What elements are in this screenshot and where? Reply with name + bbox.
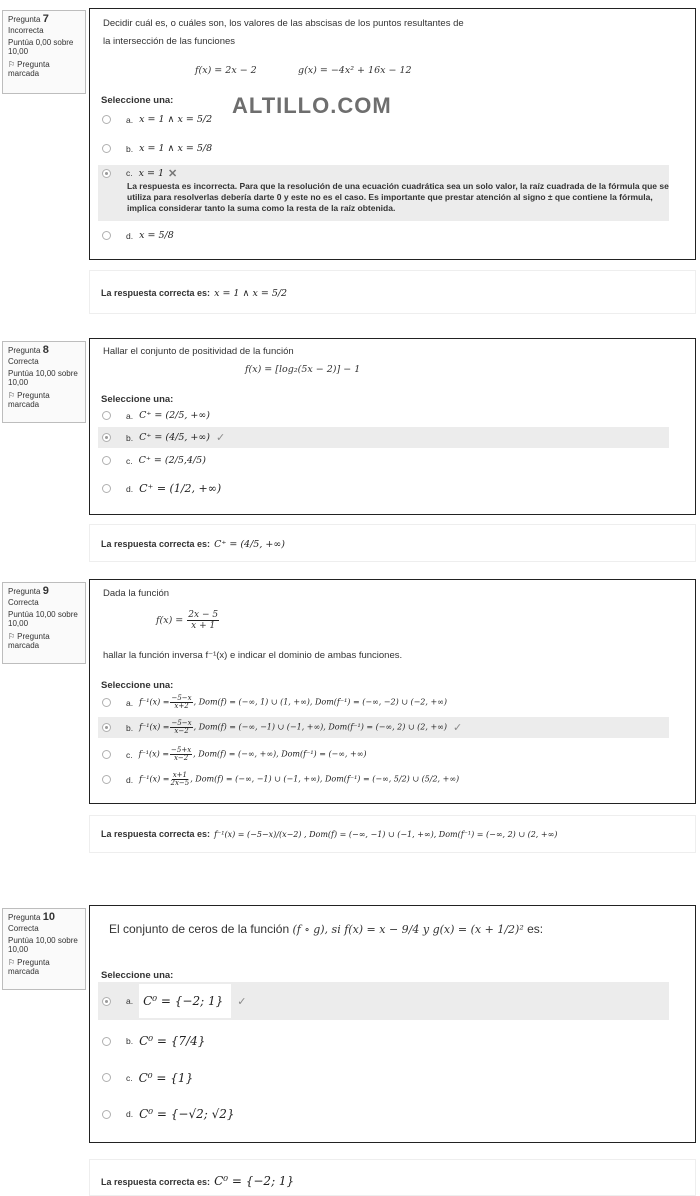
option-text: C⁺ = (4/5, +∞) <box>139 432 210 443</box>
answer-option-d[interactable] <box>98 478 669 499</box>
option-letter: d. <box>126 774 134 785</box>
right-answer-box <box>89 1159 696 1196</box>
answer-radio[interactable] <box>102 411 111 420</box>
question-text-line-1: Hallar el conjunto de positividad de la función <box>103 346 294 357</box>
answer-option-a[interactable] <box>98 405 669 426</box>
option-text: x = 1 <box>138 167 165 179</box>
answer-feedback: La respuesta es incorrecta. Para que la resolución de una ecuación cuadrática sea un solo valor, la raíz cuadrada de la fórmula que se utiliza para resolverlas debería darte 0 y este no es el caso. Es importante que prestar atención al signo ± que contiene la fórmula, implica considerar tanto la suma como la resta de la raíz obtenida. <box>98 181 669 221</box>
answer-option-c[interactable] <box>98 450 669 471</box>
question-grade: Puntúa 0,00 sobre 10,00 <box>8 38 74 56</box>
answer-radio[interactable] <box>102 1073 111 1082</box>
question-info <box>2 341 86 423</box>
answer-radio-selected[interactable] <box>102 433 111 442</box>
question-info <box>2 10 86 94</box>
option-text: C⁺ = (2/5,4/5) <box>138 455 206 466</box>
answer-radio-selected[interactable] <box>102 723 111 732</box>
flag-question-toggle[interactable]: ⚐ Pregunta marcada <box>8 60 50 78</box>
answer-radio[interactable] <box>102 484 111 493</box>
option-text: f⁻¹(x) = $\frac{-5-x}{x+2}$ , Dom(f) = (−∞, 1) ∪ (1, +∞), Dom(f⁻¹) = (−∞, −2) ∪ (−2, +∞) <box>139 694 447 710</box>
answer-radio[interactable] <box>102 698 111 707</box>
answer-radio[interactable] <box>102 231 111 240</box>
answer-option-d[interactable] <box>98 769 669 790</box>
question-content <box>89 338 696 515</box>
flag-question-toggle[interactable]: ⚐ Pregunta marcada <box>8 958 50 976</box>
right-answer-box <box>89 270 696 314</box>
question-info <box>2 908 86 990</box>
formula-g: g(x) = −4x² + 16x − 12 <box>298 65 412 76</box>
flag-icon: ⚐ <box>8 958 16 967</box>
question-grade: Puntúa 10,00 sobre 10,00 <box>8 936 78 954</box>
option-letter: a. <box>126 996 134 1006</box>
question-number: Pregunta 8 <box>8 344 49 356</box>
right-answer: La respuesta correcta es: x = 1 ∧ x = 5/2 <box>101 288 288 299</box>
right-answer: La respuesta correcta es: C⁺ = (4/5, +∞) <box>101 539 285 550</box>
question-state: Correcta <box>8 924 39 933</box>
option-letter: a. <box>126 114 134 125</box>
flag-question-toggle[interactable]: ⚐ Pregunta marcada <box>8 391 50 409</box>
answer-radio[interactable] <box>102 1110 111 1119</box>
option-letter: c. <box>126 455 133 466</box>
answer-radio[interactable] <box>102 115 111 124</box>
answer-option-b[interactable] <box>98 717 669 738</box>
answer-radio-selected[interactable] <box>102 997 111 1006</box>
flag-icon: ⚐ <box>8 60 16 69</box>
option-letter: d. <box>126 230 134 241</box>
question-text: El conjunto de ceros de la función (f ∘ g), si f(x) = x − 9/4 y g(x) = (x + 1/2)² es: <box>109 922 544 936</box>
question-grade: Puntúa 10,00 sobre 10,00 <box>8 369 78 387</box>
answer-radio-selected[interactable] <box>102 169 111 178</box>
correct-check-icon: ✓ <box>216 432 226 444</box>
answer-option-b[interactable] <box>98 1028 669 1054</box>
option-text: f⁻¹(x) = $\frac{-5-x}{x-2}$ , Dom(f) = (−∞, −1) ∪ (−1, +∞), Dom(f⁻¹) = (−∞, 2) ∪ (2, +∞) <box>139 719 447 735</box>
select-prompt: Seleccione una: <box>101 970 174 981</box>
right-answer: La respuesta correcta es: f⁻¹(x) = (−5−x)/(x−2) , Dom(f) = (−∞, −1) ∪ (−1, +∞), Dom(f⁻¹) = (−∞, 2) ∪ (2, +∞) <box>101 829 558 839</box>
question-grade: Puntúa 10,00 sobre 10,00 <box>8 610 78 628</box>
answer-radio[interactable] <box>102 750 111 759</box>
option-letter: b. <box>126 432 134 443</box>
correct-check-icon: ✓ <box>237 995 247 1008</box>
option-letter: c. <box>126 168 133 178</box>
watermark-logo: ALTILLO.COM <box>232 93 392 118</box>
option-letter: a. <box>126 697 134 708</box>
answer-option-d[interactable] <box>98 225 669 246</box>
question-number: Pregunta 7 <box>8 13 49 25</box>
formula: f(x) = [log₂(5x − 2)] − 1 <box>245 364 361 375</box>
flag-question-toggle[interactable]: ⚐ Pregunta marcada <box>8 632 50 650</box>
option-letter: c. <box>126 1072 133 1083</box>
select-prompt: Seleccione una: <box>101 680 174 691</box>
answer-radio[interactable] <box>102 1037 111 1046</box>
option-text: C⁰ = {1} <box>138 1070 194 1085</box>
answer-option-b[interactable] <box>98 138 669 159</box>
question-number: Pregunta 10 <box>8 911 55 923</box>
option-letter: c. <box>126 749 133 760</box>
question-number: Pregunta 9 <box>8 585 49 597</box>
answer-option-d[interactable] <box>98 1102 669 1126</box>
option-letter: b. <box>126 143 134 154</box>
answer-option-a[interactable] <box>98 692 669 713</box>
answer-option-b[interactable] <box>98 427 669 448</box>
option-text: x = 1 ∧ x = 5/8 <box>139 143 213 154</box>
select-prompt: Seleccione una: <box>101 394 174 405</box>
option-text: C⁰ = {7/4} <box>139 1034 206 1048</box>
answer-radio[interactable] <box>102 144 111 153</box>
right-answer-box <box>89 815 696 853</box>
answer-option-c[interactable] <box>98 744 669 765</box>
question-text-line-2: hallar la función inversa f⁻¹(x) e indicar el dominio de ambas funciones. <box>103 650 403 661</box>
option-text: x = 5/8 <box>139 230 174 241</box>
option-text: C⁺ = (1/2, +∞) <box>139 482 222 495</box>
question-info <box>2 582 86 664</box>
option-letter: a. <box>126 410 134 421</box>
answer-option-c[interactable] <box>98 165 669 181</box>
option-text: C⁰ = {−2; 1} <box>143 994 224 1008</box>
option-letter: b. <box>126 722 134 733</box>
option-letter: b. <box>126 1036 134 1046</box>
question-state: Correcta <box>8 598 39 607</box>
answer-option-c[interactable] <box>98 1067 669 1088</box>
flag-icon: ⚐ <box>8 391 16 400</box>
question-text-line-2: la intersección de las funciones <box>103 36 236 47</box>
question-text-line-1: Decidir cuál es, o cuáles son, los valores de las abscisas de los puntos resultantes de <box>103 18 464 29</box>
question-content <box>89 579 696 804</box>
formula-f: f(x) = 2x − 2 <box>195 65 257 76</box>
flag-icon: ⚐ <box>8 632 16 641</box>
question-content <box>89 8 696 260</box>
option-text: C⁺ = (2/5, +∞) <box>139 410 210 421</box>
option-text: C⁰ = {−√2; √2} <box>139 1107 235 1121</box>
answer-option-a[interactable] <box>98 982 669 1020</box>
formula: f(x) = $\frac{2x - 5}{x + 1}$ <box>156 610 219 631</box>
correct-check-icon: ✓ <box>452 722 463 734</box>
question-state: Correcta <box>8 357 39 366</box>
option-letter: d. <box>126 1109 134 1119</box>
option-text: x = 1 ∧ x = 5/2 <box>139 114 213 125</box>
right-answer-box <box>89 524 696 562</box>
question-state: Incorrecta <box>8 26 44 35</box>
option-text: f⁻¹(x) = $\frac{-5+x}{x-2}$ , Dom(f) = (−∞, +∞), Dom(f⁻¹) = (−∞, +∞) <box>138 746 367 762</box>
option-letter: d. <box>126 483 134 494</box>
select-prompt: Seleccione una: <box>101 95 174 106</box>
answer-radio[interactable] <box>102 456 111 465</box>
right-answer: La respuesta correcta es: C⁰ = {−2; 1} <box>101 1174 295 1188</box>
question-text-line-1: Dada la función <box>103 588 170 599</box>
incorrect-icon: ✕ <box>168 167 178 180</box>
option-text: f⁻¹(x) = $\frac{x+1}{2x-5}$ , Dom(f) = (−∞, −1) ∪ (−1, +∞), Dom(f⁻¹) = (−∞, 5/2) ∪ (5/2, +∞) <box>139 771 460 787</box>
answer-radio[interactable] <box>102 775 111 784</box>
question-content <box>89 905 696 1143</box>
